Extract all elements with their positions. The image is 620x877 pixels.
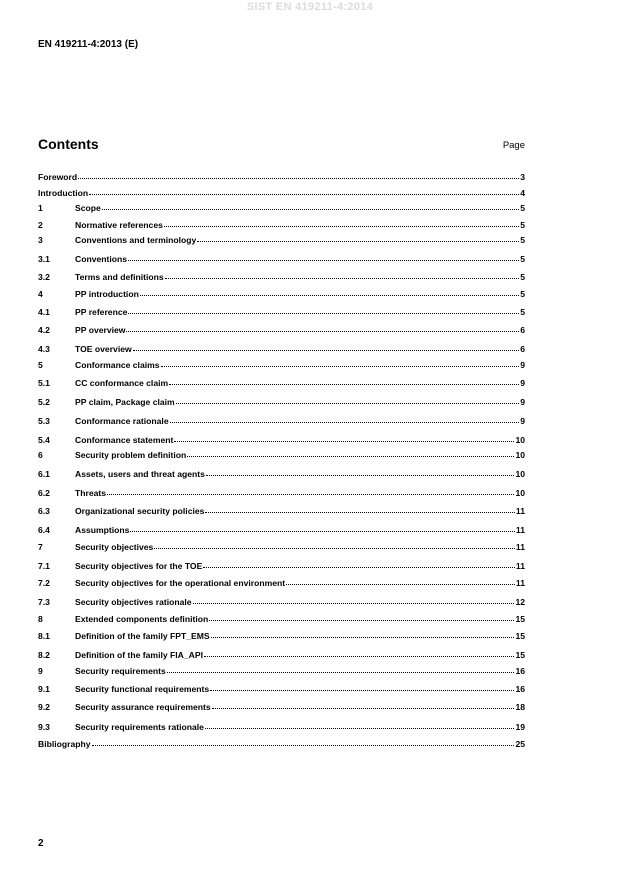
toc-entry[interactable] [38,288,525,300]
toc-entry-title: Security objectives for the TOE [75,561,203,571]
toc-leader-dots [133,342,520,351]
toc-leader-dots [174,433,514,442]
toc-leader-dots [212,700,515,709]
toc-entry-title: PP overview [75,325,126,335]
toc-entry-title: Organizational security policies [75,506,205,516]
toc-entry-number: 4.1 [38,307,50,317]
toc-entry-page: 15 [515,650,525,660]
toc-entry-number: 5.4 [38,435,50,445]
toc-entry-title: Foreword [38,172,78,182]
toc-entry-page: 10 [515,450,525,460]
toc-entry-page: 9 [520,360,525,370]
toc-entry-number: 8 [38,614,43,624]
toc-leader-dots [286,576,515,585]
toc-entry[interactable] [38,468,525,480]
toc-entry-page: 11 [515,578,525,588]
toc-entry[interactable] [38,187,525,199]
toc-entry-number: 2 [38,220,43,230]
toc-entry[interactable] [38,701,525,713]
toc-entry[interactable] [38,577,525,589]
toc-entry-number: 5 [38,360,43,370]
toc-leader-dots [187,448,514,457]
page-number: 2 [38,838,44,849]
toc-leader-dots [205,504,514,513]
toc-entry-number: 7.2 [38,578,50,588]
toc-entry[interactable] [38,449,525,461]
toc-entry-number: 7.3 [38,597,50,607]
toc-entry-title: Security objectives for the operational environment [75,578,286,588]
toc-leader-dots [203,559,515,568]
toc-entry-title: Normative references [75,220,163,230]
toc-entry-page: 10 [515,488,525,498]
toc-entry-page: 10 [515,469,525,479]
toc-entry-title: Security functional requirements [75,684,210,694]
toc-entry[interactable] [38,560,525,572]
toc-entry-number: 8.1 [38,631,50,641]
toc-entry[interactable] [38,487,525,499]
toc-entry-number: 6.3 [38,506,50,516]
toc-entry-page: 11 [515,506,525,516]
toc-leader-dots [204,648,514,657]
toc-entry-number: 6 [38,450,43,460]
toc-entry[interactable] [38,377,525,389]
toc-leader-dots [176,395,520,404]
toc-entry-page: 5 [520,235,525,245]
toc-entry-title: Introduction [38,188,89,198]
toc-entry-title: Threats [75,488,107,498]
toc-entry[interactable] [38,359,525,371]
toc-entry-title: Terms and definitions [75,272,164,282]
toc-entry[interactable] [38,271,525,283]
toc-entry-page: 5 [520,220,525,230]
toc-leader-dots [130,523,514,532]
toc-leader-dots [210,682,514,691]
toc-entry-number: 6.2 [38,488,50,498]
toc-entry-title: Conformance claims [75,360,160,370]
toc-entry-number: 6.1 [38,469,50,479]
toc-entry-title: Security objectives rationale [75,597,192,607]
toc-entry-number: 9.2 [38,702,50,712]
toc-leader-dots [169,376,519,385]
toc-entry[interactable] [38,738,525,750]
toc-entry-number: 5.2 [38,397,50,407]
toc-entry[interactable] [38,683,525,695]
toc-leader-dots [211,629,515,638]
toc-leader-dots [197,233,519,242]
toc-entry-number: 3.1 [38,254,50,264]
toc-entry-page: 11 [515,561,525,571]
toc-entry-page: 5 [520,203,525,213]
toc-entry[interactable] [38,649,525,661]
toc-entry-title: Security assurance requirements [75,702,211,712]
toc-entry-page: 5 [520,289,525,299]
toc-entry-title: PP reference [75,307,128,317]
toc-leader-dots [206,467,515,476]
toc-entry[interactable] [38,630,525,642]
toc-entry[interactable] [38,324,525,336]
toc-entry-page: 16 [515,684,525,694]
toc-entry[interactable] [38,415,525,427]
toc-entry[interactable] [38,596,525,608]
toc-entry-title: CC conformance claim [75,378,169,388]
toc-leader-dots [165,270,520,279]
toc-entry-page: 15 [515,614,525,624]
toc-entry-title: Conventions and terminology [75,235,197,245]
toc-leader-dots [78,170,519,179]
toc-entry[interactable] [38,253,525,265]
toc-entry-page: 18 [515,702,525,712]
toc-entry-page: 4 [520,188,525,198]
toc-entry-number: 4.3 [38,344,50,354]
toc-leader-dots [140,287,519,296]
toc-entry[interactable] [38,306,525,318]
toc-entry-number: 4 [38,289,43,299]
toc-entry-title: Security problem definition [75,450,187,460]
watermark: SIST EN 419211-4:2014 [246,1,374,13]
toc-entry-title: Conventions [75,254,128,264]
toc-entry-number: 3.2 [38,272,50,282]
toc-entry[interactable] [38,721,525,733]
toc-entry-page: 3 [520,172,525,182]
toc-leader-dots [193,595,515,604]
toc-leader-dots [126,323,519,332]
toc-entry-title: Conformance statement [75,435,174,445]
toc-entry-page: 6 [520,344,525,354]
toc-entry-number: 8.2 [38,650,50,660]
toc-entry-title: Bibliography [38,739,91,749]
toc-leader-dots [92,737,515,746]
toc-entry-title: Security requirements rationale [75,722,204,732]
toc-entry-title: Definition of the family FPT_EMS [75,631,210,641]
toc-leader-dots [128,252,519,261]
toc-entry[interactable] [38,665,525,677]
toc-leader-dots [209,612,514,621]
toc-entry-title: TOE overview [75,344,132,354]
toc-entry-title: PP introduction [75,289,139,299]
toc-entry-title: Extended components definition [75,614,209,624]
toc-entry-page: 11 [515,525,525,535]
toc-entry-number: 9 [38,666,43,676]
toc-entry-title: Scope [75,203,101,213]
toc-entry-page: 10 [515,435,525,445]
toc-leader-dots [102,201,519,210]
page-column-label: Page [502,140,525,151]
toc-entry-page: 5 [520,254,525,264]
toc-entry[interactable] [38,396,525,408]
toc-entry-number: 9.3 [38,722,50,732]
toc-entry-page: 5 [520,307,525,317]
toc-leader-dots [205,720,514,729]
toc-entry-page: 16 [515,666,525,676]
toc-entry[interactable] [38,234,525,246]
toc-entry[interactable] [38,434,525,446]
toc-entry[interactable] [38,343,525,355]
toc-entry-number: 1 [38,203,43,213]
toc-entry-title: Conformance rationale [75,416,169,426]
toc-entry[interactable] [38,541,525,553]
toc-leader-dots [107,486,514,495]
toc-entry-page: 9 [520,397,525,407]
toc-entry-number: 3 [38,235,43,245]
toc-leader-dots [154,540,515,549]
toc-entry-page: 15 [515,631,525,641]
toc-entry-title: Definition of the family FIA_API [75,650,203,660]
toc-entry-title: Security requirements [75,666,166,676]
toc-entry-title: Assumptions [75,525,130,535]
toc-entry[interactable] [38,171,525,183]
toc-entry-page: 9 [520,416,525,426]
toc-entry-page: 12 [515,597,525,607]
toc-entry-number: 7.1 [38,561,50,571]
toc-entry[interactable] [38,219,525,231]
toc-entry-number: 9.1 [38,684,50,694]
contents-title: Contents [38,136,99,152]
toc-entry-page: 19 [515,722,525,732]
toc-entry-title: PP claim, Package claim [75,397,175,407]
document-id: EN 419211-4:2013 (E) [38,39,139,50]
toc-entry-number: 5.3 [38,416,50,426]
toc-leader-dots [161,358,520,367]
toc-entry-page: 9 [520,378,525,388]
toc-entry-number: 4.2 [38,325,50,335]
toc-entry-number: 7 [38,542,43,552]
toc-entry-number: 5.1 [38,378,50,388]
toc-entry-page: 25 [515,739,525,749]
toc-entry-page: 5 [520,272,525,282]
toc-leader-dots [164,218,519,227]
toc-entry[interactable] [38,505,525,517]
toc-entry-page: 11 [515,542,525,552]
toc-entry-page: 6 [520,325,525,335]
toc-entry[interactable] [38,524,525,536]
toc-leader-dots [128,305,519,314]
toc-entry[interactable] [38,613,525,625]
toc-leader-dots [170,414,520,423]
toc-entry-title: Assets, users and threat agents [75,469,205,479]
toc-leader-dots [89,186,519,195]
toc-entry[interactable] [38,202,525,214]
toc-entry-number: 6.4 [38,525,50,535]
toc-entry-title: Security objectives [75,542,154,552]
toc-leader-dots [167,664,515,673]
